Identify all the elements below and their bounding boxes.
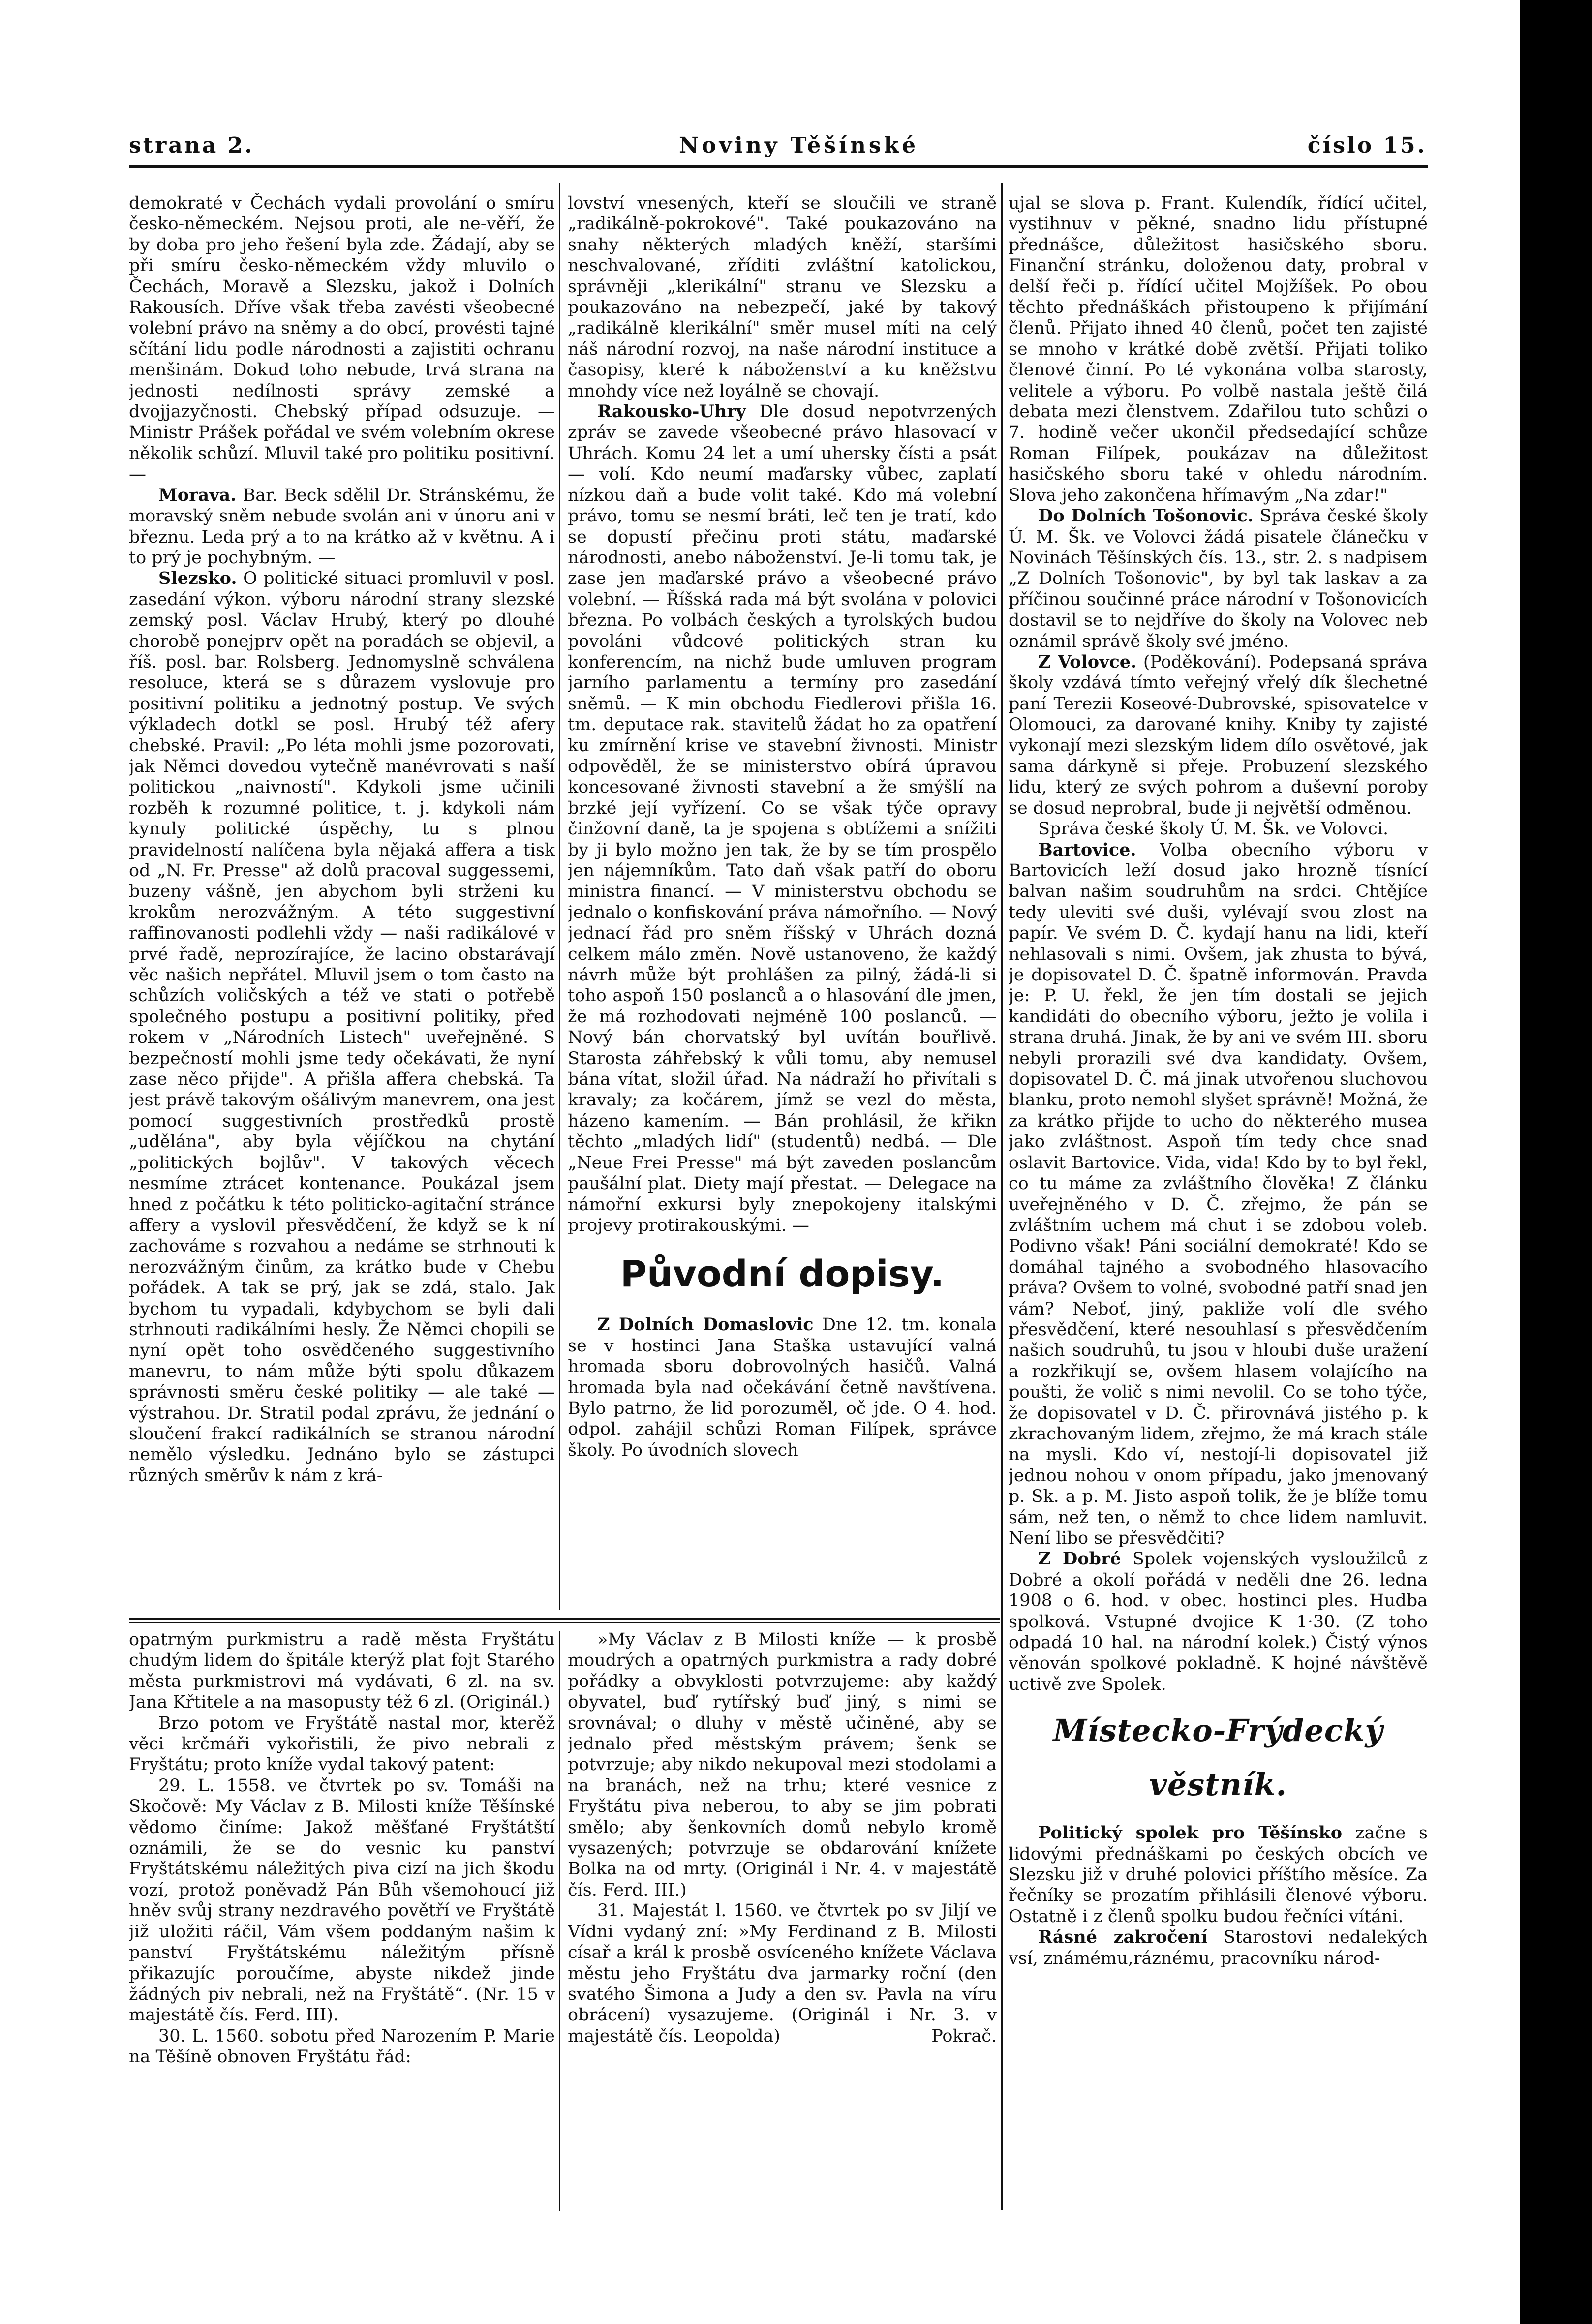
heading-volovce: Z Volovce. [1038, 651, 1137, 672]
heading-rasne-zakroceni: Rásné zakročení [1038, 1927, 1208, 1948]
text-domaslovice: Dne 12. tm. konala se v hostinci Jana Staška ustavující valná hromada sboru dobrovolných hasičů. Valná hromada byla nad očekávání četně navštívena. Bylo patrno, že lid porozuměl, oč jde. O 4. hod. odpol. zahájil schůzi Roman Filípek, správce školy. Po úvodních slovech [568, 1315, 997, 1460]
serial-separator-rule-2 [129, 1622, 1000, 1623]
letter-bartovice [1009, 840, 1428, 1549]
serial-continuation: Pokrač. [931, 2026, 997, 2046]
letter-domaslovice [568, 1315, 997, 1461]
heading-domaslovice: Z Dolních Domaslovic [597, 1315, 814, 1335]
serial-left-p1: opatrným purkmistru a radě města Fryštátu chudým lidem do špitále kterýž plat fojt Starého města purkmistrovi má vydávati, 6 zl. na sv. Jana Křtitele a na masopusty též 6 zl. (Originál.) [129, 1630, 555, 1712]
text-slezsko: O politické situaci promluvil v posl. zasedání výkon. výboru národní strany slezské zemský posl. Václav Hrubý, který po dlouhé chorobě ponejprv opět na poradách se objevil, a říš. posl. bar. Rolsberg. Jednomyslně schválena resoluce, která se s důrazem vyslovuje pro positivní politiku a jednotný postup. Ve svých výkladech dotkl se posl. Hrubý též afery chebské. Pravil: „Po léta mohli jsme pozorovati, jak Němci dovedou vytečně manévrovati s naší politickou „naivností". Kdykoli jsme učinili rozběh k rozumné politice, t. j. kdykoli nám kynuly politické úspěchy, tu s plnou pravidelností nalíčena byla nějaká affera a tisk od „N. Fr. Presse" až dolů pracoval suggessemi, buzeny vášně, jen abychom byli strženi ku krokům nerozvážným. A této suggestivní raffinovanosti podlehli vždy — naši radikálové v prvé řadě, neprozírajíce, že lacino obstarávají věc našich nepřátel. Mluvil jsem o tom často na schůzích voličských a též ve stati o potřebě společného postupu a positivní politiky, před rokem v „Národních Listech" uveřejněné. S bezpečností mohli jsme tedy očekávati, že nyní zase něco přijde". A přišla affera chebská. Ta jest právě takovým ošálivým manevrem, ona jest pomocí suggestivních prostředků prostě „udělána", aby byla vějíčkou na chytání „politických bojlův". V takových věcech nesmíme ztrácet kontenance. Poukázal jsem hned z počátku k této politicko-agitační stránce affery a vyslovil přesvědčení, že když se k ní zachováme s rozvahou a nedáme se strhnouti k nerozvážným činům, za krátko bude v Chebu pořádek. A tak se prý, jak se zdá, stalo. Jak bychom tu vypadali, kdybychom se byli dali strhnouti radikálními hesly. Že Němci chopili se nyní opět toho osvědčeného suggestivního manevru, to nám může býti spolu důkazem správnosti směru české politiky — ale také — výstrahou. Dr. Stratil podal zprávu, že jednání o sloučení frakcí radikálních se stranou národní nemělo výsledku. Jednáno bylo se zástupci různých směrův k nám z krá- [129, 569, 555, 1486]
masthead-title: Noviny Těšínské [679, 133, 919, 158]
heading-morava: Morava. [158, 485, 237, 505]
text-rakousko-uhry: Dle dosud nepotvrzených zpráv se zavede všeobecné právo hlasovací v Uhrách. Komu 24 let a umí uhersky čísti a psát — volí. Kdo neumí maďarsky vůbec, zaplatí nízkou daň a bude volit také. Kdo má volební právo, tomu se nesmí bráti, leč ten je tratí, kdo se dopustí přečinu proti státu, maďarské národnosti, anebo náboženství. Je-li tomu tak, je zase jen maďarské právo a všeobecné právo volební. — Říšská rada má být svolána v polovici března. Po volbách českých a tyrolských budou povoláni vůdcové politických stran ku konferencím, na nichž bude umluven program jarního parlamentu a termíny pro zasedání sněmů. — K min obchodu Fiedlerovi přišla 16. tm. deputace rak. stavitelů žádat ho za opatření ku zmírnění krise ve stavební živnosti. Ministr odpověděl, že se ministerstvo obírá úpravou koncesované živnosti stavební a že smýšlí na brzké její vyřízení. Co se však týče opravy činžovní daně, ta je spojena s obtížemi a snížiti by ji bylo možno jen tak, že by se tím prospělo jen nájemníkům. Tato daň však patří do oboru ministra financí. — V ministerstvu obchodu se jednalo o konfiskování práva námořního. — Nový jednací řád pro sněm říšský v Uhrách dozná celkem málo změn. Nově ustanoveno, že každý návrh může být prohlášen za pilný, žádá-li si toho aspoň 150 poslanců a o hlasování dle jmen, že má rozhodovati nejméně 100 poslanců. — Nový bán chorvatský byl uvítán bouřlivě. Starosta záhřebský k vůli tomu, aby nemusel bána vítat, složil úřad. Na nádraží ho přivítali s kravaly; za kočárem, jímž se vezl do města, házeno kamením. — Bán prohlásil, že křikn těchto „mladých lidí" (studentů) nedbá. — Dle „Neue Frei Presse" má být zaveden poslancům paušální plat. Diety mají přestat. — Delegace na námořní exkursi byly znepokojeny italskými projevy protirakouskými. — [568, 402, 997, 1235]
serial-left-p4: 30. L. 1560. sobotu před Narozením P. Marie na Těšíně obnoven Fryštátu řád: [129, 2026, 555, 2067]
news-political-club [1009, 1823, 1428, 1927]
serial-right-p2 [568, 1900, 997, 2047]
serial-left-column [129, 1629, 555, 2210]
heading-tosonovice: Do Dolních Tošonovic. [1038, 506, 1254, 526]
serial-right-p1: »My Václav z B Milosti kníže — k prosbě moudrých a opatrných purkmistra a rady dobré pořádky a obvyklosti potvrzujeme: aby každý obyvatel, buď rytířský buď jiný, s nimi se srovnával; o dluhy v městě učiněné, aby se jednalo před městským právem; šenk se potvrzuje; aby nikdo nekupoval mezi stodolami a na branách, než na trhu; které vesnice z Fryštátu piva neberou, to aby se jim pobrati smělo; aby šenkovních domů nebylo kromě vysazených; potvrzuje se obdarování knížete Bolka na od mrty. (Originál i Nr. 4. v majestátě čís. Ferd. III.) [568, 1630, 997, 1900]
heading-slezsko: Slezsko. [158, 568, 237, 589]
news-slezsko [129, 568, 555, 1486]
heading-dobre: Z Dobré [1038, 1549, 1121, 1569]
column-divider-bottom [559, 1631, 560, 2211]
news-rakousko-uhry [568, 401, 997, 1236]
page-number: strana 2. [129, 133, 254, 158]
heading-political-club: Politický spolek pro Těšínsko [1038, 1823, 1343, 1843]
text-rasne-zakroceni: Starostovi nedalekých vsí, známému,ráznému, pracovníku národ- [1009, 1927, 1428, 1968]
issue-number: číslo 15. [1307, 133, 1427, 158]
text-radical-clerical: lovství vnesených, kteří se sloučili ve straně „radikálně-pokrokové". Také poukazováno na snahy některých mladých kněží, staršími neschvalované, zříditi zvláštní katolickou, správněji „klerikální" stranu ve Slezsku a poukazováno na nebezpečí, jaké by takový „radikálně klerikální" směr musel míti na celý náš národní rozvoj, na naše národní instituce a časopisy, které k náboženství a ku kněžstvu mnohdy více než loyálně se chovají. [568, 193, 997, 401]
column-1 [129, 193, 555, 1615]
heading-bartovice: Bartovice. [1038, 839, 1136, 860]
letter-volovce [1009, 652, 1428, 819]
section-title-mistecko-frydecky: Místecko-Frýdecký věstník. [1053, 1712, 1383, 1803]
column-2 [568, 193, 997, 1615]
column-3 [1009, 193, 1428, 2210]
text-political-club: začne s lidovými přednáškami po českých obcích ve Slezsku již v druhé polovici příštího měsíce. Za řečníky se prozatím přihlásili členové výboru. Ostatně i z členů spolku budou řečníci vítáni. [1009, 1823, 1428, 1926]
text-bartovice: Volba obecního výboru v Bartovicích leží dosud jako hrozně tísnící balvan našim soudruhům na srdci. Chtějíce tedy uleviti své duši, vylévají svou zlost na papír. Ve svém D. Č. kydají hanu na lidi, kteří nehlasovali s nimi. Ovšem, jak zhusta to bývá, je dopisovatel D. Č. špatně informován. Pravda je: P. U. řekl, že jen tím dostali se jejich kandidáti do obecního výboru, ježto je volila i strana druhá. Jinak, že by ani ve svém III. sboru nebyli prorazili své dva kandidaty. Ovšem, dopisovatel D. Č. má jinak utvořenou sluchovou blanku, proto nemohl slyšet správně! Možná, že za krátko přijde to ucho do některého musea jako zvláštnost. Aspoň tím tedy chce snad oslavit Bartovice. Vida, vida! Kdo by to byl řekl, co tu máme za zvláštního člověka! Z článku uveřejněného v D. Č. zřejmo, že pán se zvláštním uchem má chut i se zdobou voleb. Podivno však! Páni sociální demokraté! Kdo se domáhal tajného a svobodného hlasovacího práva? Ovšem to volné, svobodné patří snad jen vám? Neboť, jiný, pakliže volí dle svého přesvědčení, které nesouhlasí s přesvědčením našich soudruhů, tu jsou v hloubi duše uražení a rozkřikují se, ovšem hlasem volajícího na poušti, že volič s nimi nevolil. Co se toho týče, že dopisovatel v D. Č. přirovnává jistého p. k zkrachovaným lidem, zřejmo, že má krach stále na mysli. Kdo ví, nestojí-li dopisovatel již jednou nohou v onom případu, jako jmenovaný p. Sk. a p. M. Jisto aspoň tolik, že je blíže tomu sám, než ten, o němž to chce lidem namluvit. Není libo se přesvědčiti? [1009, 840, 1428, 1548]
news-morava [129, 485, 555, 569]
serial-right-p2-text: 31. Majestát l. 1560. ve čtvrtek po sv Jiljí ve Vídni vydaný zní: »My Ferdinand z B. Milosti císař a král k prosbě osvíceného knížete Václava městu jeho Fryštátu dva jarmarky roční (den svatého Šimona a Judy a den sv. Pavla na víru obrácení) vysazujeme. (Originál i Nr. 3. v majestátě čís. Leopolda) [568, 1901, 997, 2046]
letter-tosonovice [1009, 506, 1428, 652]
serial-left-p2: Brzo potom ve Fryštátě nastal mor, kterěž věci krčmáři vykořistili, že pivo nebrali z Fryštátu; proto kníže vydal takový patent: [129, 1713, 555, 1775]
serial-separator-rule [129, 1618, 1000, 1620]
column-divider-1 [559, 183, 560, 1610]
text-fire-brigade: ujal se slova p. Frant. Kulendík, řídící učitel, vystihnuv v pěkné, snadno lidu přístupné přednášce, důležitost hasičského sboru. Finanční stránku, doloženou daty, probral v delší řeči p. řídící učitel Mojžíšek. Po obou těchto přednáškách přistoupeno k přijímání členů. Přijato ihned 40 členů, počet ten zajisté se mnoho v krátké době zvětší. Přijati toliko členové činní. Po té vykonána volba starosty, velitele a výboru. Po volbě nastala ještě čilá debata mezi členstvem. Zdařilou tuto schůzi o 7. hodině večer ukončil předsedající schůze Roman Filípek, poukázav na důležitost hasičského sboru také v ohledu národním. Slova jeho zakončena hřímavým „Na zdar!" [1009, 193, 1428, 505]
heading-rakousko-uhry: Rakousko-Uhry [597, 401, 746, 422]
section-title-puvodni-dopisy: Původní dopisy. [620, 1253, 945, 1296]
serial-right-column [568, 1629, 997, 2210]
text-volovce: (Poděkování). Podepsaná správa školy vzdává tímto veřejný vřelý dík šlechetné paní Terezii Koseové-Dubrovské, spisovatelce v Olomouci, za darované knihy. Kniby ty zajisté vykonají mezi slezským lidem dílo osvětové, jak sama dárkyně si přeje. Probuzení slezského lidu, který ze svých pohrom a duševní poroby se dosud neprobral, bude ji největší odměnou. [1009, 652, 1428, 818]
serial-left-p3: 29. L. 1558. ve čtvrtek po sv. Tomáši na Skočově: My Václav z B. Milosti kníže Těšínské vědomo činíme: Jakož měšťané Fryštátští oznámili, že se do vesnic ku panství Fryštátskému náležitých piva cizí na jich škodu vozí, protož poněvadž Pán Bůh všemohoucí již hněv svůj strany nezdravého povětří ve Fryštátě již uložiti ráčil, Vám všem poddaným našim k panství Fryštátskému náležitým přísně přikazujíc poroučíme, abyste nikdež jinde žádných piv nebrali, než na Fryštátě“. (Nr. 15 v majestátě čís. Ferd. III). [129, 1775, 555, 2025]
header-rule [129, 165, 1428, 168]
scan-edge-gap [1516, 0, 1520, 2324]
text-morava: Bar. Beck sdělil Dr. Stránskému, že moravský sněm nebude svolán ani v únoru ani v březnu. Leda prý a to na krátko až v květnu. A i to prý je pochybným. — [129, 485, 555, 568]
scan-dark-edge [1520, 0, 1592, 2324]
text-dobre: Spolek vojenských vysloužilců z Dobré a okolí pořádá v neděli dne 26. ledna 1908 o 6. hod. v obec. hostinci ples. Hudba spolková. Vstupné dvojice K 1·30. (Z toho odpadá 10 hal. na národní kolek.) Čistý výnos věnován spolkové pokladně. K hojné návštěvě uctivě zve Spolek. [1009, 1549, 1428, 1694]
letter-dobre [1009, 1549, 1428, 1695]
text-tosonovice: Správa české školy Ú. M. Šk. ve Volovci žádá pisatele článečku v Novinách Těšínských čís. 13., str. 2. s nadpisem „Z Dolních Tošonovic", by byl tak laskav a za příčinou součinné práce národní v Tošonovicích dostavil se to nejdříve do školy na Volovec neb oznámil správě školy své jméno. [1009, 506, 1428, 651]
column-divider-2 [1001, 183, 1003, 2210]
signature-volovce-school: Správa české školy Ú. M. Šk. ve Volovci. [1038, 819, 1389, 839]
article-democrats-text: demokraté v Čechách vydali provolání o smíru česko-německém. Nejsou proti, ale ne-věří, že by doba pro jeho řešení byla zde. Žádají, aby se při smíru česko-německém vždy mluvilo o Čechách, Moravě a Slezsku, jakož i Dolních Rakousích. Dříve však třeba zavésti všeobecné volební právo na sněmy a do obcí, provésti tajné sčítání lidu podle národnosti a zajistiti ochranu menšinám. Dokud toho nebude, trvá strana na jednosti nedílnosti správy zemské a dvojjazyčnosti. Chebský případ odsuzuje. — Ministr Prášek pořádal ve svém volebním okrese několik schůzí. Mluvil také pro politiku positivní. — [129, 193, 555, 485]
news-rasne-zakroceni [1009, 1927, 1428, 1969]
